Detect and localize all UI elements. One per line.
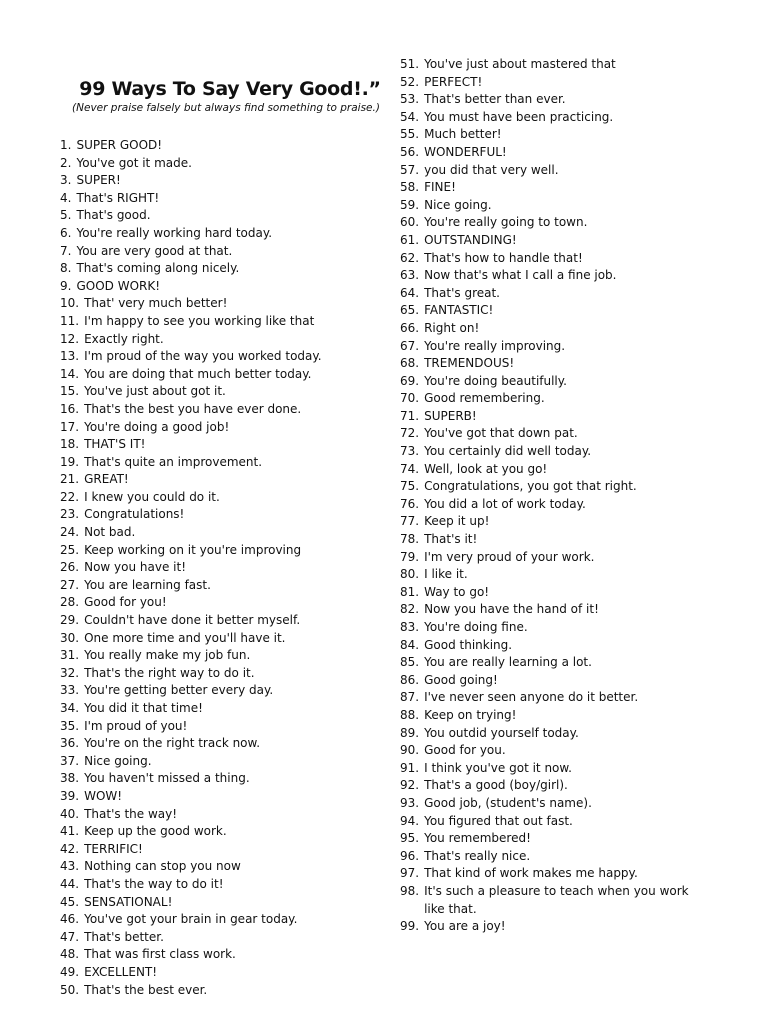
list-item <box>60 665 380 683</box>
item-number: 3. <box>60 173 72 188</box>
list-item <box>400 109 700 127</box>
item-number: 73. <box>400 444 420 459</box>
item-number: 37. <box>60 753 80 768</box>
list-item <box>60 735 380 753</box>
item-text: You've just about mastered that <box>424 57 616 71</box>
item-text: Well, look at you go! <box>424 461 548 476</box>
item-text: TERRIFIC! <box>84 841 143 856</box>
item-number: 88. <box>400 707 420 722</box>
item-number: 89. <box>400 725 420 740</box>
item-number: 64. <box>400 285 420 300</box>
item-number: 70. <box>400 391 420 406</box>
item-number: 23. <box>60 507 80 522</box>
item-number: 28. <box>60 595 80 610</box>
item-number: 14. <box>60 366 80 381</box>
item-text: You're on the right track now. <box>84 736 261 751</box>
list-item <box>60 929 380 947</box>
item-number: 17. <box>60 419 80 434</box>
item-number: 92. <box>400 778 420 793</box>
item-text: FINE! <box>424 180 456 195</box>
list-item <box>60 594 380 612</box>
item-number: 26. <box>60 560 80 575</box>
item-text: You did it that time! <box>84 701 203 715</box>
item-number: 5. <box>60 208 72 223</box>
list-item <box>400 214 700 232</box>
item-number: 68. <box>400 356 420 371</box>
list-item <box>400 848 700 866</box>
item-number: 11. <box>60 313 80 328</box>
item-text: You remembered! <box>424 831 531 846</box>
list-item <box>60 454 380 472</box>
item-text: Now you have the hand of it! <box>424 602 599 617</box>
list-item <box>400 56 700 74</box>
list-item <box>60 682 380 700</box>
item-text: You're really improving. <box>424 338 566 353</box>
list-item <box>400 918 700 936</box>
list-item <box>60 858 380 876</box>
list-item <box>400 250 700 268</box>
item-number: 1. <box>60 138 72 152</box>
item-text: I've never seen anyone do it better. <box>424 690 639 705</box>
list-item <box>60 964 380 982</box>
item-number: 74. <box>400 461 420 476</box>
item-text: Good for you. <box>424 743 506 758</box>
list-item <box>400 707 700 725</box>
item-text: Now you have it! <box>84 560 187 575</box>
item-number: 86. <box>400 672 420 687</box>
list-item <box>400 197 700 215</box>
item-number: 9. <box>60 278 72 293</box>
item-text: Now that's what I call a fine job. <box>424 268 617 283</box>
item-number: 12. <box>60 331 80 346</box>
item-number: 76. <box>400 496 420 511</box>
item-text: Not bad. <box>84 525 136 540</box>
item-text: Nice going. <box>84 753 152 768</box>
list-item <box>400 338 700 356</box>
item-number: 34. <box>60 701 80 715</box>
item-text: Good for you! <box>84 595 167 610</box>
item-text: Couldn't have done it better myself. <box>84 613 301 628</box>
list-item <box>400 813 700 831</box>
list-item <box>60 806 380 824</box>
item-number: 72. <box>400 426 420 441</box>
item-text: That's RIGHT! <box>76 190 160 205</box>
item-text: WONDERFUL! <box>424 144 507 159</box>
item-text: You've just about got it. <box>84 384 226 399</box>
item-number: 69. <box>400 373 420 388</box>
item-number: 55. <box>400 127 420 142</box>
item-text: That's a good (boy/girl). <box>424 778 568 793</box>
item-text: I like it. <box>424 567 468 582</box>
item-number: 7. <box>60 243 72 258</box>
list-item <box>400 584 700 602</box>
item-text: Keep working on it you're improving <box>84 542 302 557</box>
item-number: 78. <box>400 532 420 547</box>
item-number: 10. <box>60 296 80 311</box>
list-item <box>400 373 700 391</box>
list-item <box>60 982 380 1000</box>
item-number: 94. <box>400 813 420 828</box>
list-item <box>60 841 380 859</box>
item-text: I'm proud of you! <box>84 718 188 733</box>
list-item <box>60 295 380 313</box>
list-item <box>60 577 380 595</box>
item-text: I'm proud of the way you worked today. <box>84 349 322 364</box>
list-item <box>400 654 700 672</box>
list-item <box>60 401 380 419</box>
item-text: Exactly right. <box>84 331 164 346</box>
item-text: You're doing beautifully. <box>424 373 567 388</box>
item-text: Nice going. <box>424 197 492 212</box>
list-item <box>60 524 380 542</box>
item-text: Keep it up! <box>424 514 490 529</box>
item-text: I knew you could do it. <box>84 489 220 504</box>
item-text: You are really learning a lot. <box>424 655 592 670</box>
item-number: 8. <box>60 261 72 276</box>
list-item <box>60 559 380 577</box>
item-text: You outdid yourself today. <box>424 725 579 740</box>
item-text: Congratulations! <box>84 507 185 522</box>
list-item <box>400 531 700 549</box>
item-number: 46. <box>60 912 80 927</box>
item-text: That's the way to do it! <box>84 876 224 891</box>
list-item <box>400 461 700 479</box>
item-number: 42. <box>60 841 80 856</box>
item-text: That's coming along nicely. <box>76 261 240 276</box>
item-text: You are learning fast. <box>84 577 211 592</box>
item-number: 38. <box>60 771 80 786</box>
item-text: That's the right way to do it. <box>84 665 255 680</box>
item-text: SUPER GOOD! <box>76 138 163 152</box>
item-text: You're really going to town. <box>424 215 588 230</box>
list-item <box>400 619 700 637</box>
item-text: OUTSTANDING! <box>424 232 517 247</box>
list-item <box>60 243 380 261</box>
item-number: 27. <box>60 577 80 592</box>
item-number: 29. <box>60 613 80 628</box>
list-item <box>60 700 380 718</box>
list-item <box>400 742 700 760</box>
item-text: Keep on trying! <box>424 707 517 722</box>
item-text: Keep up the good work. <box>84 824 227 839</box>
item-number: 52. <box>400 74 420 89</box>
item-text: I'm happy to see you working like that <box>84 313 315 328</box>
item-number: 21. <box>60 472 80 487</box>
item-text: That's better than ever. <box>424 92 566 107</box>
list-item <box>400 725 700 743</box>
list-item <box>60 260 380 278</box>
list-item <box>400 830 700 848</box>
list-item <box>60 190 380 208</box>
list-item <box>400 425 700 443</box>
item-number: 83. <box>400 620 420 634</box>
item-number: 56. <box>400 144 420 159</box>
item-number: 60. <box>400 215 420 230</box>
item-text: You've got it made. <box>76 155 192 170</box>
list-item <box>60 419 380 437</box>
item-text: GOOD WORK! <box>76 278 161 293</box>
item-text: That's good. <box>76 208 151 223</box>
item-text: You are doing that much better today. <box>84 366 312 381</box>
item-text: THAT'S IT! <box>84 437 146 452</box>
list-item <box>60 876 380 894</box>
item-text: PERFECT! <box>424 74 483 89</box>
list-item <box>60 770 380 788</box>
page-title: 99 Ways To Say Very Good!.” <box>79 78 381 100</box>
item-number: 35. <box>60 718 80 733</box>
praise-list-left <box>60 137 380 999</box>
item-text: You are a joy! <box>424 919 506 934</box>
item-number: 59. <box>400 197 420 212</box>
list-item <box>400 865 700 883</box>
list-item <box>60 278 380 296</box>
item-text: You're really working hard today. <box>76 225 273 240</box>
item-text: That's great. <box>424 285 500 300</box>
item-text: You're getting better every day. <box>84 683 274 698</box>
item-text: That's the best you have ever done. <box>84 401 302 416</box>
item-number: 58. <box>400 180 420 195</box>
item-number: 19. <box>60 454 80 469</box>
list-item <box>400 126 700 144</box>
item-number: 99. <box>400 919 420 934</box>
list-item <box>60 383 380 401</box>
item-number: 49. <box>60 964 80 979</box>
list-item <box>60 911 380 929</box>
item-number: 87. <box>400 690 420 705</box>
item-number: 66. <box>400 320 420 335</box>
list-item <box>60 647 380 665</box>
item-number: 79. <box>400 549 420 564</box>
item-number: 80. <box>400 567 420 582</box>
item-number: 97. <box>400 866 420 881</box>
item-text: One more time and you'll have it. <box>84 630 286 645</box>
item-text: Good going! <box>424 672 498 687</box>
item-text: You certainly did well today. <box>424 444 592 459</box>
item-number: 51. <box>400 57 420 71</box>
item-text: Nothing can stop you now <box>84 859 241 874</box>
list-item <box>400 162 700 180</box>
item-number: 22. <box>60 489 80 504</box>
item-text: You really make my job fun. <box>84 648 251 663</box>
list-item <box>60 542 380 560</box>
list-item <box>400 637 700 655</box>
item-text: You're doing fine. <box>424 620 528 634</box>
list-item <box>400 74 700 92</box>
item-number: 4. <box>60 190 72 205</box>
item-text: That's the best ever. <box>84 982 208 997</box>
list-item <box>60 313 380 331</box>
item-number: 48. <box>60 947 80 962</box>
list-item <box>400 760 700 778</box>
list-item <box>60 207 380 225</box>
item-number: 96. <box>400 848 420 863</box>
item-text: That's quite an improvement. <box>84 454 263 469</box>
item-text: That' very much better! <box>84 296 228 311</box>
list-item <box>400 390 700 408</box>
page-subtitle: (Never praise falsely but always find something to praise.) <box>72 102 380 114</box>
item-number: 32. <box>60 665 80 680</box>
item-text: You must have been practicing. <box>424 109 614 124</box>
item-number: 98. <box>400 883 420 898</box>
item-text: That's the way! <box>84 806 178 821</box>
item-number: 18. <box>60 437 80 452</box>
item-number: 2. <box>60 155 72 170</box>
item-number: 25. <box>60 542 80 557</box>
list-item <box>400 91 700 109</box>
item-number: 43. <box>60 859 80 874</box>
item-number: 53. <box>400 92 420 107</box>
item-text: Much better! <box>424 127 502 142</box>
list-item <box>60 823 380 841</box>
list-item <box>60 506 380 524</box>
list-item <box>400 232 700 250</box>
list-item <box>400 320 700 338</box>
list-item <box>60 436 380 454</box>
item-text: You are very good at that. <box>76 243 233 258</box>
item-number: 85. <box>400 655 420 670</box>
list-item <box>60 946 380 964</box>
item-number: 41. <box>60 824 80 839</box>
list-item <box>400 566 700 584</box>
item-text: TREMENDOUS! <box>424 356 515 371</box>
item-number: 36. <box>60 736 80 751</box>
item-text: That's it! <box>424 532 478 547</box>
item-number: 90. <box>400 743 420 758</box>
list-item <box>400 496 700 514</box>
item-number: 77. <box>400 514 420 529</box>
item-text: Good remembering. <box>424 391 545 406</box>
item-text: GREAT! <box>84 472 129 487</box>
list-item <box>400 179 700 197</box>
list-item <box>60 225 380 243</box>
item-number: 65. <box>400 303 420 318</box>
item-text: FANTASTIC! <box>424 303 494 318</box>
list-item <box>400 549 700 567</box>
item-text: You've got your brain in gear today. <box>84 912 298 927</box>
list-item <box>400 777 700 795</box>
list-item <box>400 883 700 918</box>
item-text: I'm very proud of your work. <box>424 549 595 564</box>
item-number: 47. <box>60 929 80 944</box>
item-number: 6. <box>60 225 72 240</box>
item-text: You're doing a good job! <box>84 419 230 434</box>
item-number: 75. <box>400 479 420 494</box>
item-number: 63. <box>400 268 420 283</box>
list-item <box>400 285 700 303</box>
item-text: EXCELLENT! <box>84 964 158 979</box>
list-item <box>400 144 700 162</box>
item-text: SUPER! <box>76 173 121 188</box>
item-text: You haven't missed a thing. <box>84 771 250 786</box>
item-number: 40. <box>60 806 80 821</box>
item-number: 45. <box>60 894 80 909</box>
item-text: Congratulations, you got that right. <box>424 479 637 494</box>
item-number: 31. <box>60 648 80 663</box>
item-number: 39. <box>60 788 80 803</box>
list-item <box>60 894 380 912</box>
item-number: 93. <box>400 795 420 810</box>
item-text: That's better. <box>84 929 164 944</box>
item-text: It's such a pleasure to teach when you work like that. <box>424 883 689 916</box>
item-number: 84. <box>400 637 420 652</box>
list-item <box>60 348 380 366</box>
list-item <box>60 788 380 806</box>
item-text: SENSATIONAL! <box>84 894 173 909</box>
item-number: 54. <box>400 109 420 124</box>
item-text: That kind of work makes me happy. <box>424 866 638 881</box>
item-text: That was first class work. <box>84 947 236 962</box>
item-number: 95. <box>400 831 420 846</box>
list-item <box>400 478 700 496</box>
item-text: That's really nice. <box>424 848 531 863</box>
item-text: Good job, (student's name). <box>424 795 592 810</box>
list-item <box>400 689 700 707</box>
list-item <box>400 513 700 531</box>
list-item <box>400 408 700 426</box>
item-number: 33. <box>60 683 80 698</box>
item-number: 71. <box>400 408 420 423</box>
item-text: Good thinking. <box>424 637 513 652</box>
item-number: 57. <box>400 162 420 177</box>
list-item <box>60 718 380 736</box>
list-item <box>60 630 380 648</box>
item-text: You figured that out fast. <box>424 813 573 828</box>
item-text: That's how to handle that! <box>424 250 583 265</box>
list-item <box>400 443 700 461</box>
item-number: 30. <box>60 630 80 645</box>
list-item <box>400 672 700 690</box>
item-text: Way to go! <box>424 584 490 599</box>
list-item <box>400 355 700 373</box>
item-number: 81. <box>400 584 420 599</box>
item-number: 16. <box>60 401 80 416</box>
item-text: SUPERB! <box>424 408 477 423</box>
item-number: 50. <box>60 982 80 997</box>
item-text: You did a lot of work today. <box>424 496 586 511</box>
item-text: You've got that down pat. <box>424 426 578 441</box>
item-number: 82. <box>400 602 420 617</box>
item-number: 91. <box>400 760 420 775</box>
list-item <box>400 302 700 320</box>
item-number: 13. <box>60 349 80 364</box>
list-item <box>60 155 380 173</box>
list-item <box>60 471 380 489</box>
list-item <box>60 331 380 349</box>
list-item <box>400 267 700 285</box>
item-text: Right on! <box>424 320 480 335</box>
praise-list-right <box>400 56 700 936</box>
item-number: 44. <box>60 876 80 891</box>
list-item <box>60 366 380 384</box>
item-number: 24. <box>60 525 80 540</box>
item-number: 62. <box>400 250 420 265</box>
list-item <box>60 172 380 190</box>
list-item <box>60 612 380 630</box>
item-text: WOW! <box>84 788 123 803</box>
item-number: 61. <box>400 232 420 247</box>
list-item <box>400 795 700 813</box>
list-item <box>60 753 380 771</box>
list-item <box>400 601 700 619</box>
item-text: you did that very well. <box>424 162 559 177</box>
list-item <box>60 137 380 155</box>
item-text: I think you've got it now. <box>424 760 572 775</box>
item-number: 15. <box>60 384 80 399</box>
item-number: 67. <box>400 338 420 353</box>
list-item <box>60 489 380 507</box>
